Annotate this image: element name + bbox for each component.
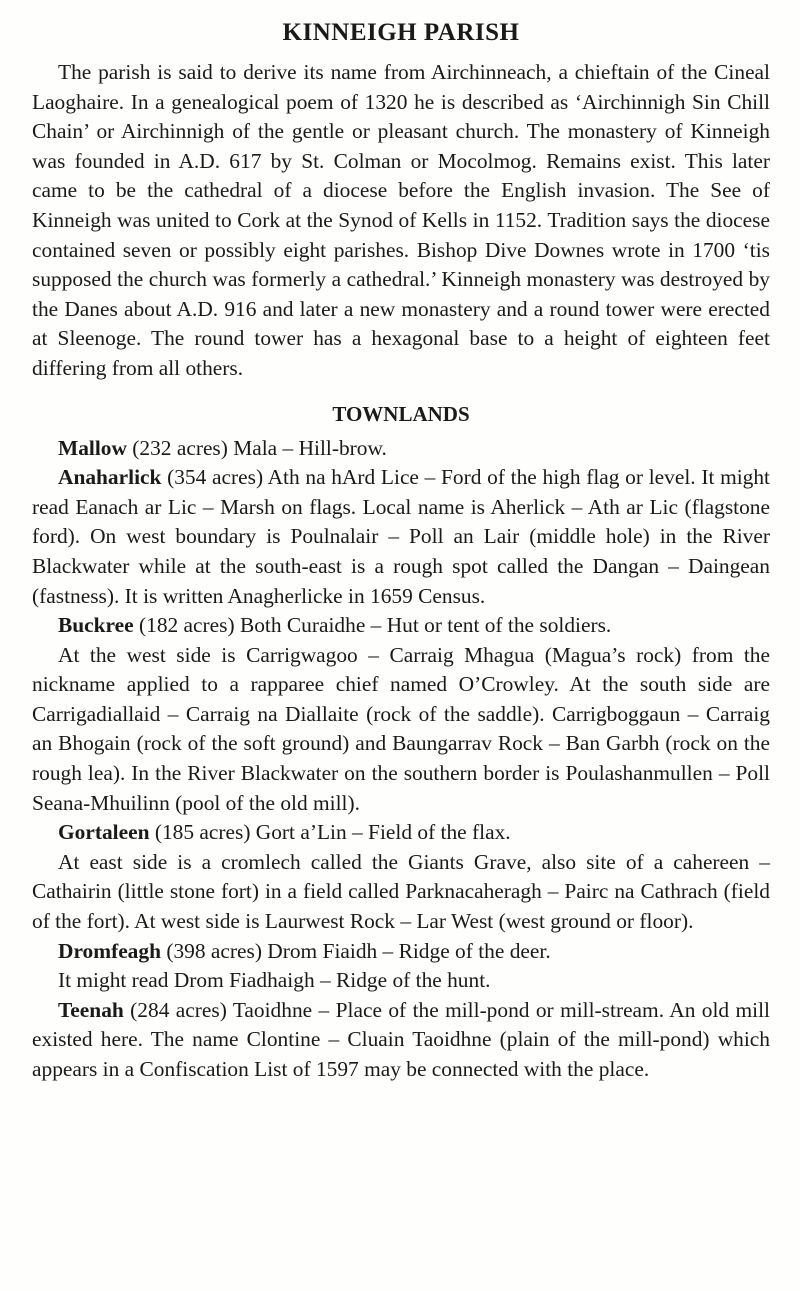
townland-description: (182 acres) Both Curaidhe – Hut or tent of the soldiers. xyxy=(133,613,612,638)
townland-description: (232 acres) Mala – Hill-brow. xyxy=(126,435,387,460)
townland-entry-mallow xyxy=(32,434,770,464)
townland-entry-anaharlick xyxy=(32,463,770,611)
townland-entry-teenah xyxy=(32,996,770,1085)
intro-paragraph: The parish is said to derive its name from Airchinneach, a chieftain of the Cineal Laoghaire. In a genealogical poem of 1320 he is described as ‘Airchinnigh Sin Chill Chain’ or Airchinnigh of the gentle or pleasant church. The monastery of Kinneigh was founded in A.D. 617 by St. Colman or Mocolmog. Remains exist. This later came to be the cathedral of a diocese before the English invasion. The See of Kinneigh was united to Cork at the Synod of Kells in 1152. Tradition says the diocese contained seven or possibly eight parishes. Bishop Dive Downes wrote in 1700 ‘tis supposed the church was formerly a cathedral.’ Kinneigh monastery was destroyed by the Danes about A.D. 916 and later a new monastery and a round tower were erected at Sleenoge. The round tower has a hexagonal base to a height of eighteen feet differing from all others. xyxy=(32,60,770,380)
townland-name: Buckree xyxy=(58,613,134,638)
townland-name: Mallow xyxy=(58,435,127,460)
townland-description: (284 acres) Taoidhne – Place of the mill-pond or mill-stream. An old mill existed here. The name Clontine – Cluain Taoidhne (plain of the mill-pond) which appears in a Confiscation List of 1597 may be connected with the place. xyxy=(32,997,770,1081)
townland-extra-gortaleen: At east side is a cromlech called the Giants Grave, also site of a cahereen – Cathairin (little stone fort) in a field called Parknacaheragh – Pairc na Cathrach (field of the fort). At west side is Laurwest Rock – Lar West (west ground or floor). xyxy=(32,849,770,934)
townland-description: (185 acres) Gort a’Lin – Field of the flax. xyxy=(149,820,511,845)
townland-entry-gortaleen xyxy=(32,818,770,848)
townlands-heading: TOWNLANDS xyxy=(332,401,470,426)
townland-entry-dromfeagh xyxy=(32,937,770,967)
townland-name: Dromfeagh xyxy=(58,938,161,963)
townland-name: Gortaleen xyxy=(58,820,150,845)
townland-extra-buckree: At the west side is Carrigwagoo – Carraig Mhagua (Magua’s rock) from the nickname applied to a rapparee chief named O’Crowley. At the south side are Carrigadiallaid – Carraig na Diallaite (rock of the saddle). Carrigboggaun – Carraig an Bhogain (rock of the soft ground) and Baungarrav Rock – Ban Garbh (rock on the rough lea). In the River Blackwater on the southern border is Poulashanmullen – Poll Seana-Mhuilinn (pool of the old mill). xyxy=(32,642,770,815)
townland-extra-dromfeagh: It might read Drom Fiadhaigh – Ridge of the hunt. xyxy=(58,968,491,993)
townland-description: (398 acres) Drom Fiaidh – Ridge of the deer. xyxy=(160,938,551,963)
page-title: KINNEIGH PARISH xyxy=(282,19,520,46)
townland-description: (354 acres) Ath na hArd Lice – Ford of the high flag or level. It might read Eanach ar Lic – Marsh on flags. Local name is Aherlick – Ath ar Lic (flagstone ford). On west boundary is Poulnalair – Poll an Lair (middle hole) in the River Blackwater while at the south-east is a rough spot called the Dangan – Daingean (fastness). It is written Anagherlicke in 1659 Census. xyxy=(32,465,770,608)
townland-name: Teenah xyxy=(58,997,124,1022)
townland-entry-buckree xyxy=(32,611,770,641)
townland-name: Anaharlick xyxy=(58,465,162,490)
